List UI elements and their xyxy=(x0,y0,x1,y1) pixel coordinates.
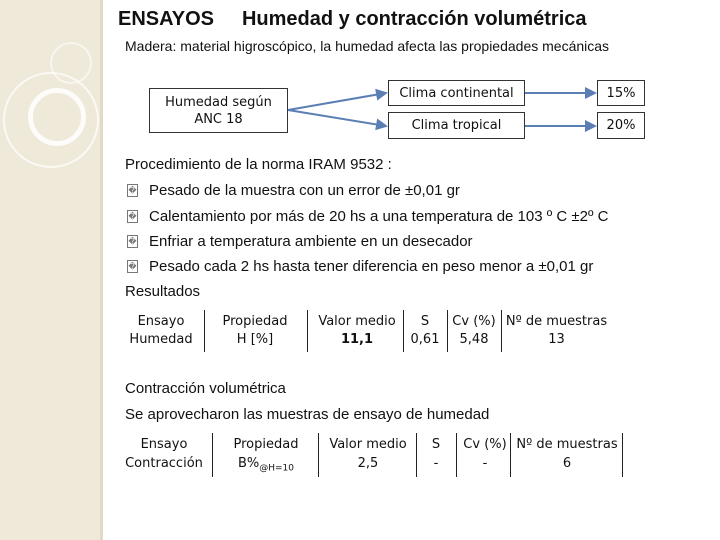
continental-value-box: 15% xyxy=(597,80,645,106)
tropical-value-box: 20% xyxy=(597,112,645,139)
climate-continental-box: Clima continental xyxy=(388,80,525,106)
mean-header: Valor medio xyxy=(329,437,407,452)
bullet-icon: � xyxy=(128,262,137,271)
s-header: S xyxy=(431,437,441,452)
slide-subtitle: Madera: material higroscópico, la humedad afecta las propiedades mecánicas xyxy=(125,38,610,54)
bullet-icon: � xyxy=(128,237,137,246)
decorative-ring xyxy=(28,88,86,146)
sample-count-value: 6 xyxy=(562,456,572,471)
property-value-subscript: @H=10 xyxy=(259,463,295,474)
table-divider xyxy=(510,433,511,477)
property-header: Propiedad xyxy=(233,437,299,452)
title-topic: Humedad y contracción volumétrica xyxy=(241,8,587,30)
humidity-standard-line2: ANC 18 xyxy=(194,111,243,127)
contraction-title: Contracción volumétrica xyxy=(125,380,286,397)
cv-value: 5,48 xyxy=(459,332,489,347)
results-title: Resultados xyxy=(125,283,201,300)
humidity-standard-box xyxy=(149,88,288,133)
procedure-step xyxy=(127,233,473,250)
sample-count-header: Nº de muestras xyxy=(505,314,608,329)
s-value: - xyxy=(433,456,439,471)
table-divider xyxy=(307,310,308,352)
procedure-step xyxy=(127,258,593,275)
procedure-step-text: Enfriar a temperatura ambiente en un desecador xyxy=(149,233,473,250)
cv-header: Cv (%) xyxy=(452,314,496,329)
decorative-sidebar xyxy=(0,0,100,540)
decorative-ring xyxy=(50,42,92,84)
test-name-line1: Ensayo xyxy=(137,314,185,329)
table-divider xyxy=(416,433,417,477)
property-value: H [%] xyxy=(236,332,274,347)
procedure-step-text: Pesado de la muestra con un error de ±0,01 gr xyxy=(149,182,460,199)
s-value: 0,61 xyxy=(410,332,440,347)
bullet-icon: � xyxy=(128,186,137,195)
procedure-step xyxy=(127,208,608,225)
property-value xyxy=(220,455,312,478)
sample-count-value: 13 xyxy=(548,332,565,347)
connector-arrow xyxy=(288,110,386,126)
s-header: S xyxy=(420,314,430,329)
mean-value: 11,1 xyxy=(340,332,374,347)
test-name-line2: Contracción xyxy=(125,456,203,471)
sidebar-divider xyxy=(100,0,103,540)
humidity-standard-line1: Humedad según xyxy=(165,94,272,110)
title-ensayos: ENSAYOS xyxy=(118,8,214,30)
procedure-step-text: Calentamiento por más de 20 hs a una temperatura de 103 º C ±2º C xyxy=(149,208,609,225)
table-divider xyxy=(403,310,404,352)
connector-arrow xyxy=(288,93,386,110)
procedure-step-text: Pesado cada 2 hs hasta tener diferencia en peso menor a ±0,01 gr xyxy=(149,258,594,275)
contraction-subtitle: Se aprovecharon las muestras de ensayo de humedad xyxy=(125,406,490,423)
bullet-icon: � xyxy=(128,212,137,221)
property-header: Propiedad xyxy=(222,314,288,329)
table-divider xyxy=(318,433,319,477)
table-divider xyxy=(447,310,448,352)
test-name-line2: Humedad xyxy=(129,332,193,347)
table-divider xyxy=(456,433,457,477)
table-divider xyxy=(204,310,205,352)
mean-value: 2,5 xyxy=(357,456,379,471)
cv-value: - xyxy=(482,456,488,471)
property-value-main: B% xyxy=(237,456,260,471)
procedure-step xyxy=(127,182,460,199)
table-divider xyxy=(622,433,623,477)
procedure-title: Procedimiento de la norma IRAM 9532 : xyxy=(125,156,392,173)
sample-count-header: Nº de muestras xyxy=(516,437,618,452)
slide-title xyxy=(118,8,587,31)
test-name-line1: Ensayo xyxy=(140,437,188,452)
table-divider xyxy=(212,433,213,477)
climate-tropical-box: Clima tropical xyxy=(388,112,525,139)
table-divider xyxy=(501,310,502,352)
mean-header: Valor medio xyxy=(318,314,396,329)
cv-header: Cv (%) xyxy=(463,437,507,452)
